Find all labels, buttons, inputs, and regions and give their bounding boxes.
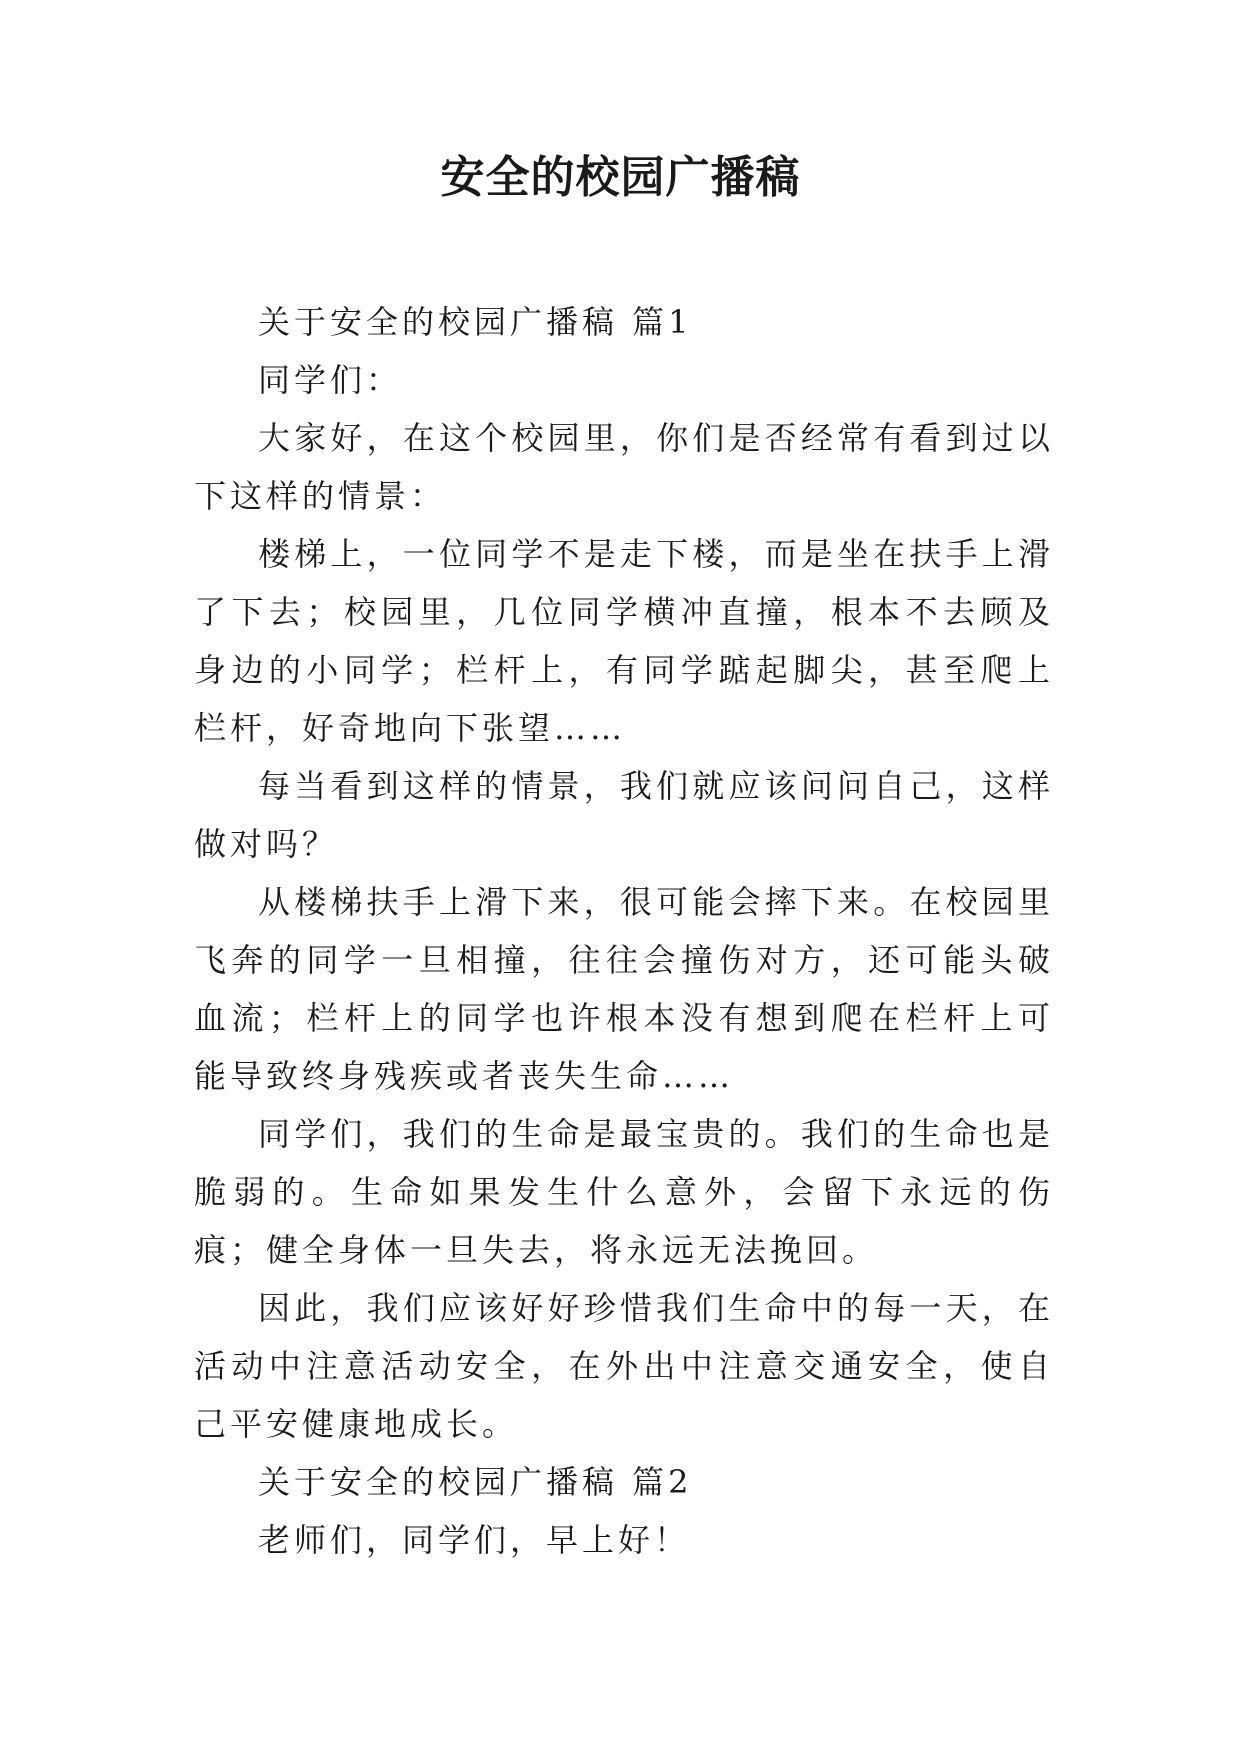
paragraph: 同学们，我们的生命是最宝贵的。我们的生命也是脆弱的。生命如果发生什么意外，会留下永远的伤痕；健全身体一旦失去，将永远无法挽回。 — [194, 1115, 1054, 1269]
paragraph: 从楼梯扶手上滑下来，很可能会摔下来。在校园里飞奔的同学一旦相撞，往往会撞伤对方，还可能头破血流；栏杆上的同学也许根本没有想到爬在栏杆上可能导致终身残疾或者丧失生命…… — [194, 883, 1054, 1095]
paragraph: 大家好，在这个校园里，你们是否经常有看到过以下这样的情景： — [194, 419, 1054, 515]
paragraph: 楼梯上，一位同学不是走下楼，而是坐在扶手上滑了下去；校园里，几位同学横冲直撞，根本不去顾及身边的小同学；栏杆上，有同学踮起脚尖，甚至爬上栏杆，好奇地向下张望…… — [194, 535, 1054, 747]
paragraph: 因此，我们应该好好珍惜我们生命中的每一天，在活动中注意活动安全，在外出中注意交通安全，使自己平安健康地成长。 — [194, 1289, 1054, 1443]
document-body — [194, 293, 1054, 1569]
section-heading-2: 关于安全的校园广播稿 篇2 — [258, 1463, 693, 1501]
section-heading-1: 关于安全的校园广播稿 篇1 — [258, 303, 693, 341]
paragraph-greeting: 同学们： — [258, 361, 403, 399]
document-title: 安全的校园广播稿 — [440, 152, 801, 203]
paragraph-greeting: 老师们，同学们，早上好！ — [258, 1521, 691, 1559]
paragraph: 每当看到这样的情景，我们就应该问问自己，这样做对吗？ — [194, 767, 1054, 863]
